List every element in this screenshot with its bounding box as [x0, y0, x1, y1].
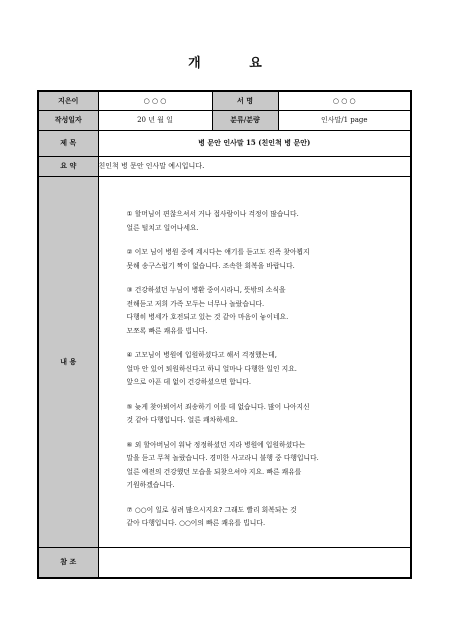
paragraph-line: ⑥ 외 할아버님이 워낙 정정하셨던 지라 병원에 입원하셨다는 [126, 440, 306, 449]
paragraph-line: 얼른 털치고 일어나세요. [126, 223, 199, 232]
paragraph-line: 기원하겠습니다. [126, 481, 175, 490]
summary-label: 요 약 [38, 156, 98, 176]
author-label: 지은이 [38, 91, 98, 110]
content-paragraph [127, 504, 401, 531]
signature-value: ○ ○ ○ [278, 91, 411, 110]
paragraph-line: 것 같아 다행입니다. 얼른 쾌차하세요. [126, 416, 238, 425]
paragraph-line: 얼른 예전의 건강했던 모습을 되찾으셔야 지요. 빠른 쾌유를 [126, 467, 302, 476]
content-row [38, 176, 411, 547]
date-row [38, 110, 411, 130]
paragraph-line: ③ 건강하셨던 누님이 병환 중이시라니, 뜻밖의 소식을 [126, 286, 286, 295]
reference-row [38, 547, 411, 578]
category-label: 분류/분량 [212, 110, 278, 130]
category-value: 인사말/1 page [278, 110, 411, 130]
paragraph-line: ② 이모 님이 병원 중에 계시다는 얘기를 듣고도 진즉 찾아뵙지 [126, 248, 310, 257]
content-paragraph [127, 401, 401, 428]
content-paragraph [127, 349, 401, 390]
content-paragraph [127, 246, 401, 273]
document-table [37, 90, 412, 579]
author-value: ○ ○ ○ [98, 91, 212, 110]
content-body [98, 176, 411, 547]
subject-value: 병 문안 인사말 15 (친인척 병 문안) [98, 130, 411, 156]
subject-row [38, 130, 411, 156]
paragraph-line: 말을 듣고 무척 놀랐습니다. 경미한 사고라니 불행 중 다행입니다. [126, 454, 319, 463]
page-title: 개 요 [188, 56, 284, 71]
paragraph-line: ⑤ 늦게 찾아뵈어서 죄송하기 이를 데 없습니다. 많이 나아지신 [126, 402, 310, 411]
author-row [38, 91, 411, 110]
signature-label: 서 명 [212, 91, 278, 110]
paragraph-line: 얼마 안 있어 퇴원하신다고 하니 얼마나 다행한 일인 지요. [126, 364, 297, 373]
paragraph-line: 못해 송구스럽기 짝이 없습니다. 조속한 회복을 바랍니다. [126, 261, 295, 270]
summary-value: 친인척 병 문안 인사말 예시입니다. [98, 156, 411, 176]
paragraph-line: ① 할머님이 편찮으셔서 거나 접사람이나 걱정이 많습니다. [126, 210, 299, 219]
date-label: 작성일자 [38, 110, 98, 130]
reference-value [98, 547, 411, 578]
reference-label: 참 조 [38, 547, 98, 578]
subject-label: 제 목 [38, 130, 98, 156]
content-label: 내 용 [38, 176, 98, 547]
date-value: 20 년 월 일 [98, 110, 212, 130]
content-paragraph [127, 284, 401, 338]
paragraph-line: ④ 고모님이 병원에 입원하셨다고 해서 걱정했는데, [126, 351, 277, 360]
paragraph-line: 같아 다행입니다. ○○이의 빠른 쾌유를 빕니다. [126, 519, 266, 528]
paragraph-line: 앞으로 아픈 데 없이 건강하셨으면 합니다. [126, 378, 252, 387]
content-paragraph [127, 208, 401, 235]
paragraph-line: ⑦ ○○이 일로 심려 많으시지요? 그래도 빨리 회복되는 것 [126, 505, 297, 514]
paragraph-line: 다행히 병세가 호전되고 있는 것 같아 마음이 놓이네요. [126, 313, 289, 322]
paragraph-line: 모쪼록 빠른 쾌유를 빕니다. [126, 326, 208, 335]
content-paragraph [127, 439, 401, 493]
paragraph-line: 전해듣고 저희 가족 모두는 너무나 놀랐습니다. [126, 299, 265, 308]
summary-row [38, 156, 411, 176]
